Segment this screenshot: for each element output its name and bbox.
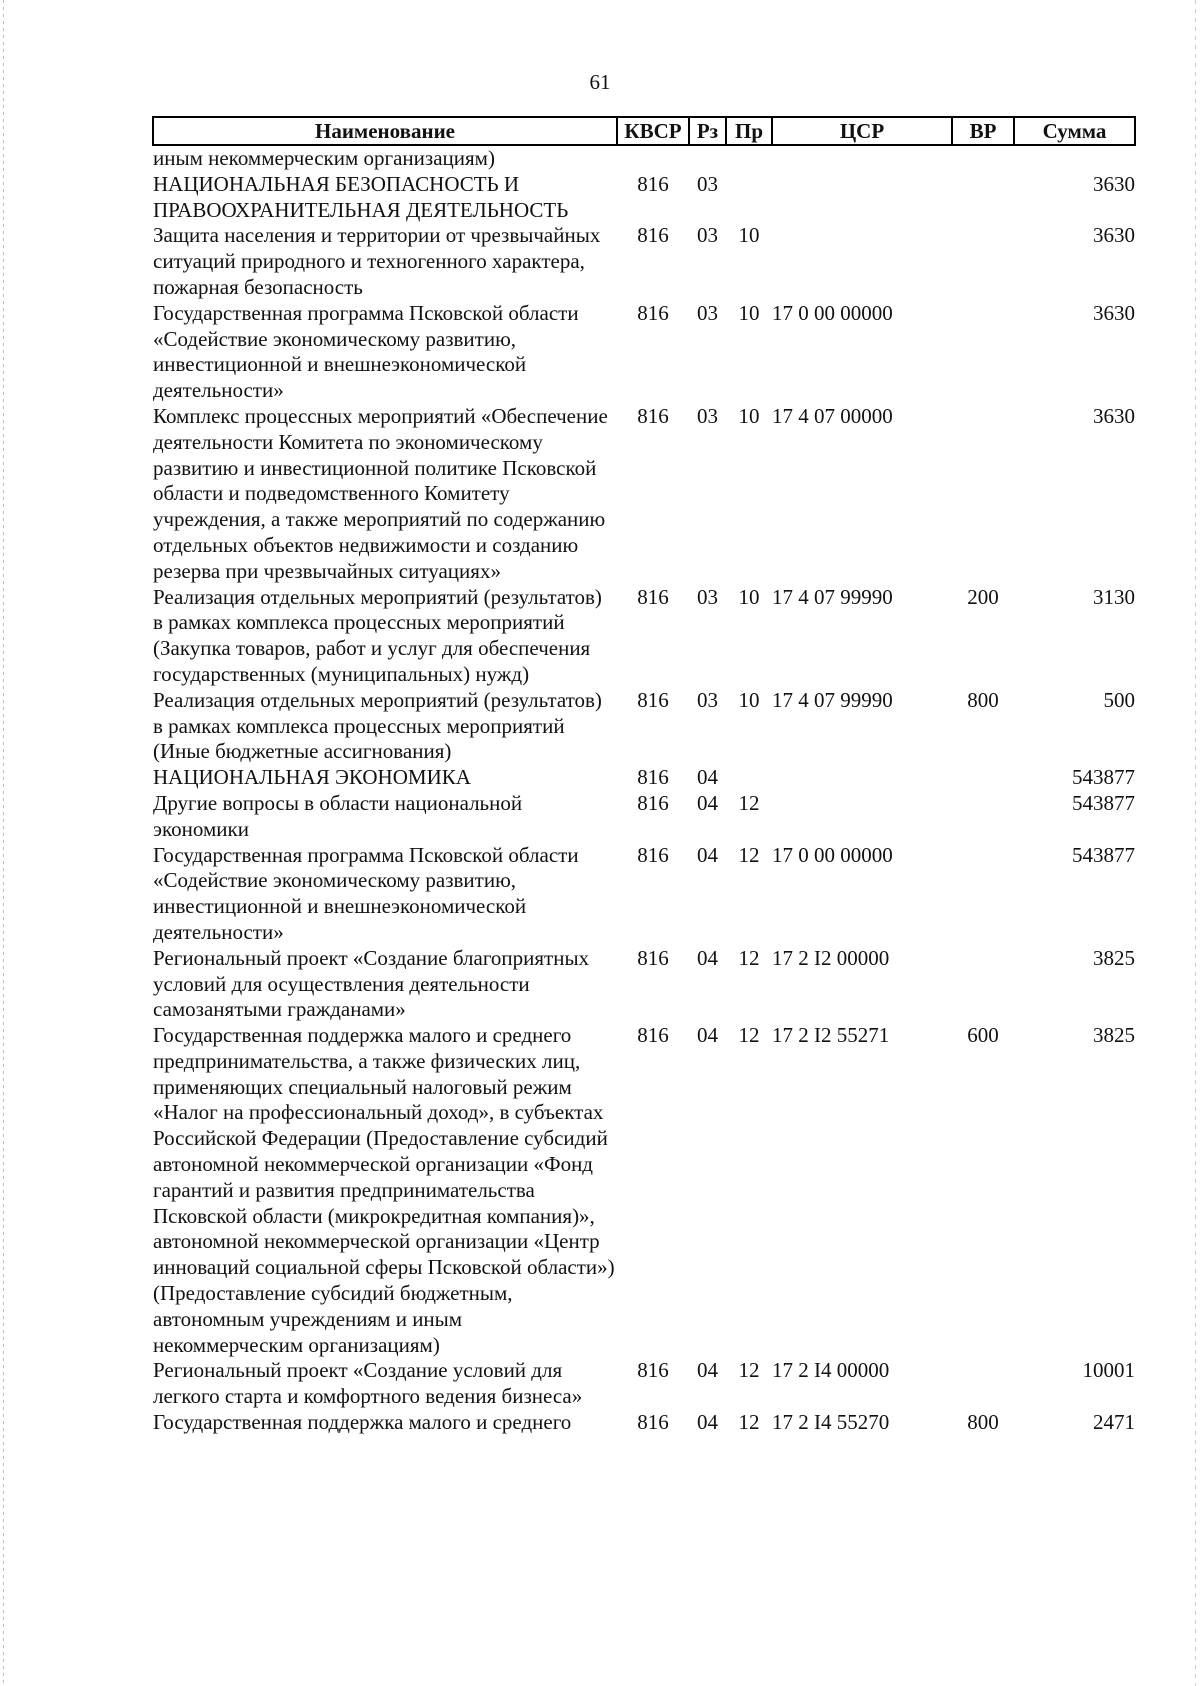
table-row <box>153 404 1135 585</box>
csr-cell: 17 4 07 00000 <box>772 403 893 428</box>
table-row <box>153 585 1135 688</box>
pr-cell: 12 <box>738 945 760 970</box>
csr-cell: 17 2 I4 55270 <box>772 1410 890 1435</box>
header-csr: ЦСР <box>772 117 952 145</box>
name-cell: Государственная поддержка малого и среднего <box>153 1410 572 1435</box>
rz-cell: 04 <box>697 1358 718 1383</box>
table-row <box>153 145 1135 172</box>
table-row <box>153 1410 1135 1436</box>
pr-cell: 12 <box>738 790 760 815</box>
kvsr-cell: 816 <box>637 1023 669 1048</box>
table-row <box>153 791 1135 843</box>
kvsr-cell: 816 <box>637 687 669 712</box>
table-row <box>153 688 1135 765</box>
kvsr-cell: 816 <box>637 171 669 196</box>
name-cell: НАЦИОНАЛЬНАЯ ЭКОНОМИКА <box>153 765 471 790</box>
kvsr-cell: 816 <box>637 765 669 790</box>
budget-table <box>152 116 1136 1436</box>
kvsr-cell: 816 <box>637 584 669 609</box>
csr-cell <box>772 765 952 791</box>
kvsr-cell: 816 <box>637 945 669 970</box>
table-row <box>153 765 1135 791</box>
kvsr-cell: 816 <box>637 1358 669 1383</box>
name-cell: Региональный проект «Создание благоприятных условий для осуществления деятельности самозанятыми гражданами» <box>153 945 590 1022</box>
rz-cell: 04 <box>697 1023 718 1048</box>
vr-cell <box>952 145 1014 172</box>
vr-cell <box>952 301 1014 404</box>
kvsr-cell: 816 <box>637 300 669 325</box>
name-cell: Реализация отдельных мероприятий (результатов) в рамках комплекса процессных мероприятий (Закупка товаров, работ и услуг для обеспечения государственных (муниципальных) нужд) <box>153 584 602 686</box>
pr-cell <box>726 765 772 791</box>
header-vr: ВР <box>952 117 1014 145</box>
vr-cell: 200 <box>967 584 999 609</box>
table-row <box>153 301 1135 404</box>
table-row <box>153 843 1135 946</box>
sum-cell: 543877 <box>1072 790 1135 815</box>
pr-cell: 12 <box>738 1023 760 1048</box>
header-kvsr: КВСР <box>617 117 689 145</box>
vr-cell <box>952 843 1014 946</box>
scan-edge-right <box>1195 0 1196 1686</box>
pr-cell: 12 <box>738 842 760 867</box>
sum-cell: 3130 <box>1093 584 1135 609</box>
sum-cell <box>1014 145 1135 172</box>
header-sum: Сумма <box>1014 117 1135 145</box>
csr-cell <box>772 145 952 172</box>
rz-cell: 04 <box>697 945 718 970</box>
csr-cell <box>772 172 952 224</box>
rz-cell <box>689 145 726 172</box>
table-row <box>153 1358 1135 1410</box>
kvsr-cell <box>617 145 689 172</box>
name-cell: Региональный проект «Создание условий для легкого старта и комфортного ведения бизнеса» <box>153 1358 583 1409</box>
scan-edge-left <box>3 0 4 1686</box>
name-cell: Другие вопросы в области национальной экономики <box>153 790 523 841</box>
sum-cell: 2471 <box>1093 1410 1135 1435</box>
kvsr-cell: 816 <box>637 1410 669 1435</box>
table-row <box>153 946 1135 1023</box>
rz-cell: 04 <box>697 842 718 867</box>
name-cell: НАЦИОНАЛЬНАЯ БЕЗОПАСНОСТЬ И ПРАВООХРАНИТЕЛЬНАЯ ДЕЯТЕЛЬНОСТЬ <box>153 171 569 222</box>
header-pr: Пр <box>726 117 772 145</box>
rz-cell: 04 <box>697 765 718 790</box>
vr-cell <box>952 1358 1014 1410</box>
csr-cell: 17 4 07 99990 <box>772 687 893 712</box>
name-cell: Государственная поддержка малого и среднего предпринимательства, а также физических лиц, применяющих специальный налоговый режим «Налог на профессиональный доход», в субъектах Российской Федерации (Предоставление субсидий автономной некоммерческой организации «Фонд гарантий и развития предпринимательства Псковской области (микрокредитная компания)», автономной некоммерческой организации «Центр инноваций социальной сферы Псковской области») (Предоставление субсидий бюджетным, автономным учреждениям и иным некоммерческим организациям) <box>153 1023 615 1357</box>
pr-cell: 10 <box>738 584 760 609</box>
sum-cell: 3630 <box>1093 171 1135 196</box>
rz-cell: 03 <box>697 171 718 196</box>
table-header-row <box>153 117 1135 145</box>
table-body <box>153 145 1135 1436</box>
pr-cell <box>726 145 772 172</box>
vr-cell: 800 <box>967 1410 999 1435</box>
header-name: Наименование <box>153 117 617 145</box>
rz-cell: 03 <box>697 584 718 609</box>
sum-cell: 500 <box>1103 687 1135 712</box>
vr-cell: 600 <box>967 1023 999 1048</box>
kvsr-cell: 816 <box>637 223 669 248</box>
name-cell: иным некоммерческим организациям) <box>153 146 495 170</box>
csr-cell <box>772 223 952 300</box>
pr-cell: 12 <box>738 1358 760 1383</box>
csr-cell: 17 0 00 00000 <box>772 300 893 325</box>
sum-cell: 3825 <box>1093 1023 1135 1048</box>
rz-cell: 03 <box>697 687 718 712</box>
sum-cell: 3630 <box>1093 300 1135 325</box>
name-cell: Реализация отдельных мероприятий (результатов) в рамках комплекса процессных мероприятий (Иные бюджетные ассигнования) <box>153 687 602 764</box>
pr-cell: 10 <box>738 223 760 248</box>
pr-cell: 10 <box>738 403 760 428</box>
vr-cell <box>952 404 1014 585</box>
table-row <box>153 172 1135 224</box>
rz-cell: 03 <box>697 223 718 248</box>
page-number: 61 <box>589 70 611 94</box>
rz-cell: 04 <box>697 1410 718 1435</box>
table-row <box>153 223 1135 300</box>
kvsr-cell: 816 <box>637 403 669 428</box>
kvsr-cell: 816 <box>637 842 669 867</box>
csr-cell: 17 2 I2 00000 <box>772 945 890 970</box>
sum-cell: 543877 <box>1072 842 1135 867</box>
vr-cell <box>952 223 1014 300</box>
kvsr-cell: 816 <box>637 790 669 815</box>
pr-cell <box>726 172 772 224</box>
vr-cell <box>952 172 1014 224</box>
name-cell: Защита населения и территории от чрезвычайных ситуаций природного и техногенного характера, пожарная безопасность <box>153 223 601 299</box>
header-rz: Рз <box>689 117 726 145</box>
table-row <box>153 1023 1135 1358</box>
csr-cell: 17 4 07 99990 <box>772 584 893 609</box>
vr-cell <box>952 791 1014 843</box>
vr-cell <box>952 946 1014 1023</box>
csr-cell <box>772 791 952 843</box>
pr-cell: 12 <box>738 1410 760 1435</box>
sum-cell: 3630 <box>1093 223 1135 248</box>
vr-cell: 800 <box>967 687 999 712</box>
name-cell: Государственная программа Псковской области «Содействие экономическому развитию, инвестиционной и внешнеэкономической деятельности» <box>153 300 579 403</box>
csr-cell: 17 2 I2 55271 <box>772 1023 890 1048</box>
rz-cell: 03 <box>697 403 718 428</box>
name-cell: Комплекс процессных мероприятий «Обеспечение деятельности Комитета по экономическому развитию и инвестиционной политике Псковской области и подведомственного Комитету учреждения, а также мероприятий по содержанию отдельных объектов недвижимости и созданию резерва при чрезвычайных ситуациях» <box>153 403 608 583</box>
sum-cell: 10001 <box>1082 1358 1135 1383</box>
sum-cell: 543877 <box>1072 765 1135 790</box>
name-cell: Государственная программа Псковской области «Содействие экономическому развитию, инвестиционной и внешнеэкономической деятельности» <box>153 842 579 944</box>
rz-cell: 04 <box>697 790 718 815</box>
sum-cell: 3630 <box>1093 403 1135 428</box>
pr-cell: 10 <box>738 300 760 325</box>
csr-cell: 17 2 I4 00000 <box>772 1358 890 1383</box>
vr-cell <box>952 765 1014 791</box>
csr-cell: 17 0 00 00000 <box>772 842 893 867</box>
pr-cell: 10 <box>738 687 760 712</box>
rz-cell: 03 <box>697 300 718 325</box>
sum-cell: 3825 <box>1093 945 1135 970</box>
